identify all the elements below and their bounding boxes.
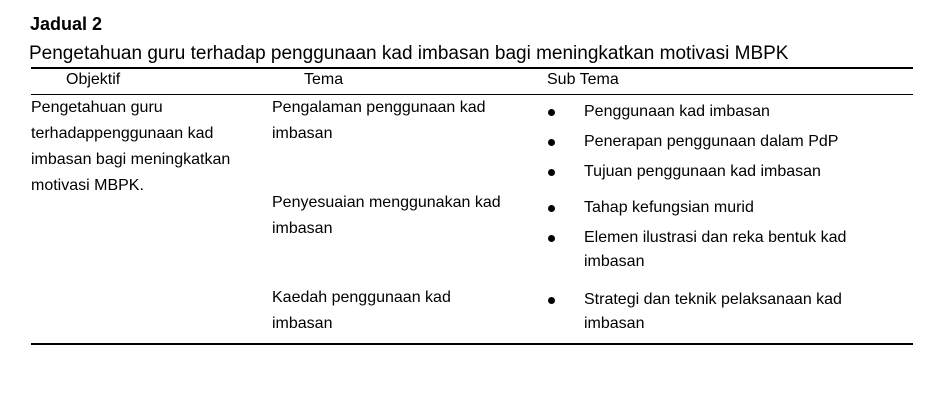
header-theme: Tema bbox=[304, 71, 344, 88]
subtheme-item bbox=[545, 196, 905, 220]
subtheme-label: Elemen ilustrasi dan reka bentuk kad imbasan bbox=[584, 229, 847, 270]
bullet-icon bbox=[548, 139, 555, 146]
subtheme-item bbox=[545, 130, 905, 154]
subtheme-label: Strategi dan teknik pelaksanaan kad imbasan bbox=[584, 291, 842, 332]
subtheme-item bbox=[545, 288, 905, 336]
subtheme-label: Tujuan penggunaan kad imbasan bbox=[584, 163, 821, 180]
header-objective: Objektif bbox=[66, 71, 121, 88]
table-label: Jadual 2 bbox=[30, 14, 103, 34]
subtheme-list bbox=[545, 288, 905, 342]
bottom-rule bbox=[31, 343, 913, 345]
bullet-icon bbox=[548, 297, 555, 304]
subtheme-item bbox=[545, 160, 905, 184]
subtheme-item bbox=[545, 226, 905, 274]
theme-cell: Penyesuaian menggunakan kad imbasan bbox=[272, 194, 501, 237]
top-rule bbox=[31, 67, 913, 69]
header-subtheme: Sub Tema bbox=[547, 71, 619, 88]
bullet-icon bbox=[548, 109, 555, 116]
bullet-icon bbox=[548, 205, 555, 212]
table-caption: Pengetahuan guru terhadap penggunaan kad imbasan bagi meningkatkan motivasi MBPK bbox=[29, 43, 789, 64]
theme-cell: Pengalaman penggunaan kad imbasan bbox=[272, 99, 486, 142]
subtheme-list bbox=[545, 100, 905, 190]
bullet-icon bbox=[548, 235, 555, 242]
subtheme-list bbox=[545, 196, 905, 280]
theme-cell: Kaedah penggunaan kad imbasan bbox=[272, 289, 451, 332]
bullet-icon bbox=[548, 169, 555, 176]
objective-cell: Pengetahuan guru terhadappenggunaan kad imbasan bagi meningkatkan motivasi MBPK. bbox=[31, 99, 231, 194]
subtheme-label: Penerapan penggunaan dalam PdP bbox=[584, 133, 839, 150]
subtheme-item bbox=[545, 100, 905, 124]
subtheme-label: Penggunaan kad imbasan bbox=[584, 103, 770, 120]
subtheme-label: Tahap kefungsian murid bbox=[584, 199, 754, 216]
